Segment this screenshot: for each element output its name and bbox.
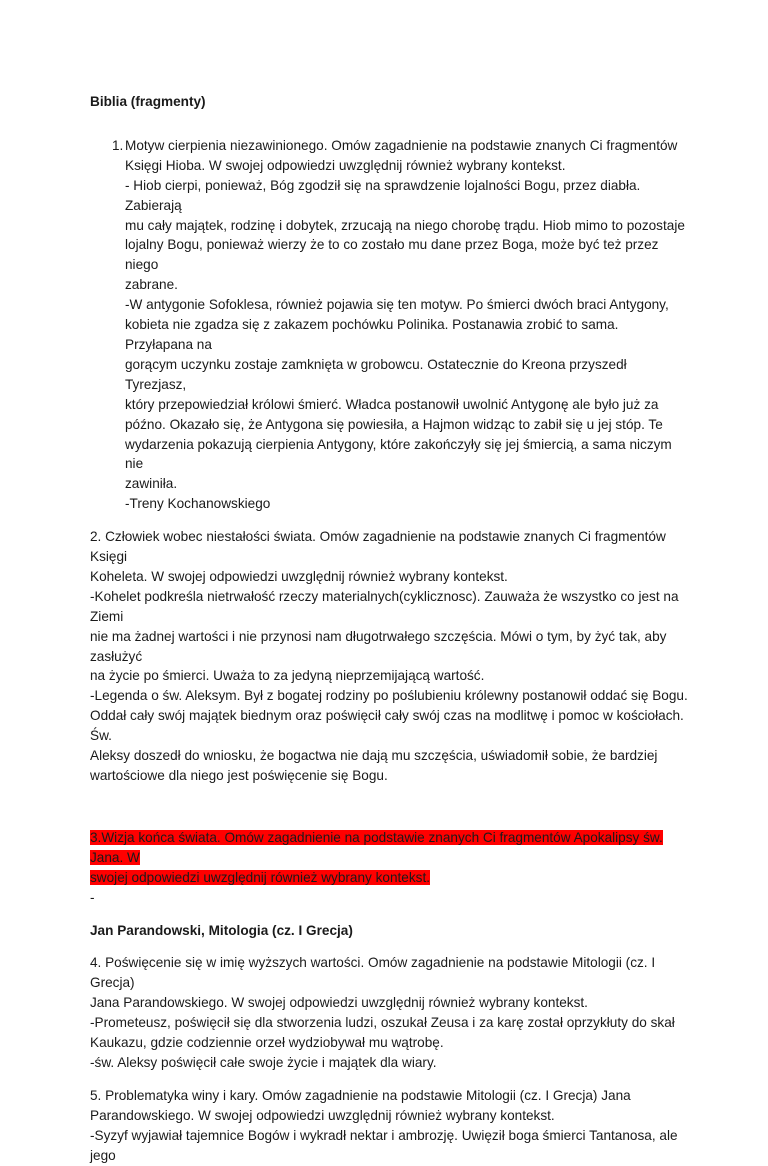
- text-line: -W antygonie Sofoklesa, również pojawia się ten motyw. Po śmierci dwóch braci Antygony,: [125, 297, 669, 313]
- text-line: Kaukazu, gdzie codziennie orzeł wydziobywał mu wątrobę.: [90, 1035, 444, 1051]
- highlighted-line: [90, 868, 690, 888]
- section-heading-mitologia: Jan Parandowski, Mitologia (cz. I Grecja): [90, 922, 353, 938]
- dash-line: -: [90, 889, 95, 905]
- question-4: [90, 953, 690, 1072]
- text-line: -Syzyf wyjawiał tajemnice Bogów i wykradł nektar i ambrozję. Uwięził boga śmierci Tantanosa, ale jego: [90, 1127, 678, 1163]
- text-line: Jana Parandowskiego. W swojej odpowiedzi uwzględnij również wybrany kontekst.: [90, 995, 588, 1011]
- list-number: 1.: [112, 137, 124, 153]
- highlighted-text: 3.Wizja końca świata. Omów zagadnienie na podstawie znanych Ci fragmentów Apokalipsy św. Jana. W: [90, 829, 663, 865]
- text-line: zawiniła.: [125, 476, 178, 492]
- question-5: [90, 1086, 690, 1166]
- text-line: Parandowskiego. W swojej odpowiedzi uwzględnij również wybrany kontekst.: [90, 1107, 555, 1123]
- text-line: zabrane.: [125, 277, 178, 293]
- text-line: wydarzenia pokazują cierpienia Antygony, które zakończyły się jej śmiercią, a sama niczym nie: [125, 436, 672, 472]
- text-line: Aleksy doszedł do wniosku, że bogactwa nie dają mu szczęścia, uświadomił sobie, że bardziej: [90, 748, 658, 764]
- text-line: wartościowe dla niego jest poświęcenie się Bogu.: [90, 768, 388, 783]
- document-page: [90, 92, 690, 1166]
- text-line: 5. Problematyka winy i kary. Omów zagadnienie na podstawie Mitologii (cz. I Grecja) Jana: [90, 1087, 631, 1103]
- section-heading-biblia: Biblia (fragmenty): [90, 94, 206, 109]
- text-line: mu cały majątek, rodzinę i dobytek, zrzucają na niego chorobę trądu. Hiob mimo to pozostaje: [125, 217, 685, 233]
- text-line: kobieta nie zgadza się z zakazem pochówku Polinika. Postanawia zrobić to sama. Przyłapana na: [125, 317, 619, 352]
- question-2: [90, 527, 690, 786]
- text-line: -Kohelet podkreśla nietrwałość rzeczy materialnych(cyklicznosc). Zauważa że wszystko co jest na Ziemi: [90, 588, 679, 624]
- text-line: 2. Człowiek wobec niestałości świata. Omów zagadnienie na podstawie znanych Ci fragmentów Księgi: [90, 529, 666, 565]
- text-line: -Treny Kochanowskiego: [125, 496, 271, 512]
- text-line: gorącym uczynku zostaje zamknięta w grobowcu. Ostatecznie do Kreona przyszedł Tyrezjasz,: [125, 356, 627, 392]
- text-line: lojalny Bogu, ponieważ wierzy że to co zostało mu dane przez Boga, może być też przez niego: [125, 237, 659, 273]
- text-line: późno. Okazało się, że Antygona się powiesiła, a Hajmon widząc to zabił się u jej stóp. Te: [125, 416, 663, 432]
- question-3: [90, 828, 690, 908]
- text-line: na życie po śmierci. Uważa to za jedyną nieprzemijającą wartość.: [90, 668, 485, 684]
- text-line: -Legenda o św. Aleksym. Był z bogatej rodziny po poślubieniu królewny postanowił oddać się Bogu.: [90, 688, 688, 704]
- text-line: który przepowiedział królowi śmierć. Władca postanowił uwolnić Antygonę ale było już za: [125, 396, 659, 412]
- text-line: -św. Aleksy poświęcił całe swoje życie i majątek dla wiary.: [90, 1054, 437, 1070]
- text-line: - Hiob cierpi, ponieważ, Bóg zgodził się na sprawdzenie lojalności Bogu, przez diabła. Zabierają: [125, 177, 641, 213]
- question-1: [90, 136, 690, 514]
- text-line: Koheleta. W swojej odpowiedzi uwzględnij również wybrany kontekst.: [90, 568, 508, 584]
- text-line: Oddał cały swój majątek biednym oraz poświęcił cały swój czas na modlitwę i pomoc w kościołach. Św.: [90, 708, 684, 744]
- question-1-body: [125, 136, 690, 514]
- text-line: -Prometeusz, poświęcił się dla stworzenia ludzi, oszukał Zeusa i za karę został oprzykłuty do skał: [90, 1015, 675, 1031]
- highlighted-line: [90, 828, 690, 868]
- text-line: Motyw cierpienia niezawinionego. Omów zagadnienie na podstawie znanych Ci fragmentów: [125, 137, 678, 153]
- highlighted-text: swojej odpowiedzi uwzględnij również wybrany kontekst.: [90, 869, 431, 885]
- text-line: Księgi Hioba. W swojej odpowiedzi uwzględnij również wybrany kontekst.: [125, 157, 566, 173]
- text-line: nie ma żadnej wartości i nie przynosi nam długotrwałego szczęścia. Mówi o tym, by żyć tak, aby zasłużyć: [90, 628, 667, 664]
- text-line: 4. Poświęcenie się w imię wyższych wartości. Omów zagadnienie na podstawie Mitologii (cz. I Grecja): [90, 955, 656, 991]
